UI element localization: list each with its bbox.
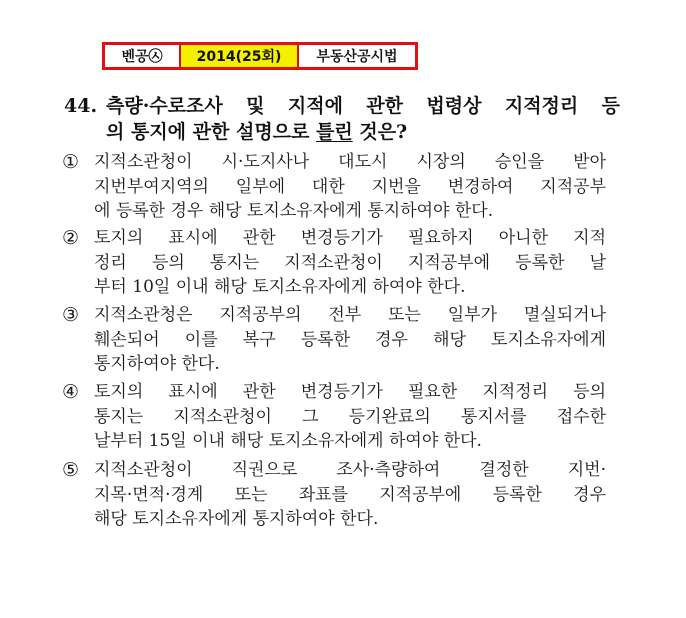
option-text bbox=[94, 303, 606, 377]
question-text-before: 의 통지에 관한 설명으로 bbox=[106, 121, 316, 143]
option-marker: ② bbox=[62, 227, 80, 249]
header-year: 2014(25회) bbox=[179, 45, 299, 67]
option-text bbox=[94, 458, 606, 532]
option-text bbox=[94, 380, 606, 454]
header-law: 부동산공시법 bbox=[316, 49, 398, 65]
exam-header bbox=[102, 42, 418, 70]
option-line: 날부터 15일 이내 해당 토지소유자에게 하여야 한다. bbox=[94, 431, 482, 451]
question-emphasis: 틀린 bbox=[316, 121, 353, 143]
option-text bbox=[94, 226, 606, 300]
question-text-line2 bbox=[106, 120, 407, 145]
option-line: 지적소관청이 시·도지사나 대도시 시장의 승인을 받아 bbox=[94, 152, 606, 172]
option-line: 훼손되어 이를 복구 등록한 경우 해당 토지소유자에게 bbox=[94, 329, 606, 350]
option-line: 토지의 표시에 관한 변경등기가 필요한 지적정리 등의 bbox=[94, 382, 606, 402]
option-marker: ③ bbox=[62, 304, 80, 326]
question-number: 44. bbox=[64, 95, 98, 117]
option-marker: ① bbox=[62, 151, 80, 173]
header-subject: 벤공㉦ bbox=[121, 49, 163, 65]
option-line: 지적소관청이 직권으로 조사·측량하여 결정한 지번· bbox=[94, 460, 606, 480]
option-marker: ⑤ bbox=[62, 459, 80, 481]
option-line: 지적소관청은 지적공부의 전부 또는 일부가 멸실되거나 bbox=[94, 305, 606, 325]
option-line: 지번부여지역의 일부에 대한 지번을 변경하여 지적공부 bbox=[94, 176, 606, 197]
option-line: 토지의 표시에 관한 변경등기가 필요하지 아니한 지적 bbox=[94, 228, 606, 248]
option-line: 지목·면적·경계 또는 좌표를 지적공부에 등록한 경우 bbox=[94, 484, 606, 505]
option-marker: ④ bbox=[62, 381, 80, 403]
question-text-line1: 측량·수로조사 및 지적에 관한 법령상 지적정리 등 bbox=[106, 95, 620, 117]
option-line: 정리 등의 통지는 지적소관청이 지적공부에 등록한 날 bbox=[94, 252, 606, 273]
option-line: 부터 10일 이내 해당 토지소유자에게 하여야 한다. bbox=[94, 277, 466, 297]
option-line: 해당 토지소유자에게 통지하여야 한다. bbox=[94, 509, 379, 529]
option-line: 통지하여야 한다. bbox=[94, 354, 220, 374]
option-line: 에 등록한 경우 해당 토지소유자에게 통지하여야 한다. bbox=[94, 201, 494, 221]
option-text bbox=[94, 150, 606, 224]
question-text-after: 것은? bbox=[352, 121, 408, 143]
option-line: 통지는 지적소관청이 그 등기완료의 통지서를 접수한 bbox=[94, 406, 606, 427]
